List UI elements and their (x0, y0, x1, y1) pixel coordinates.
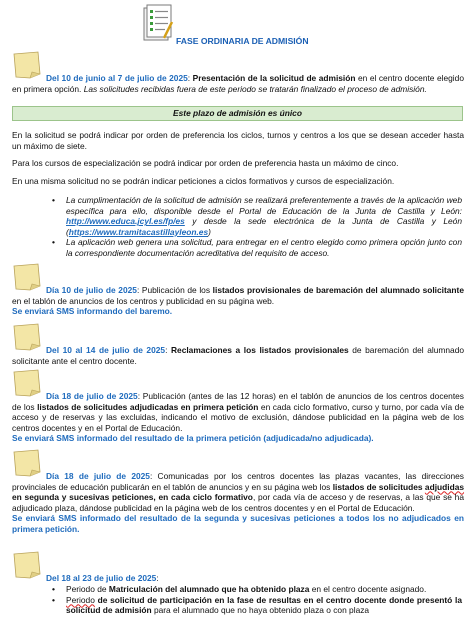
enrollment-list (66, 584, 462, 616)
list-item: • Periodo de solicitud de participación en la fase de resultas en el centro docente donde presentó la solicitud de admisión para el alumnado que no haya obtenido plaza o con plaza (66, 595, 462, 616)
tramita-sede-link[interactable]: https://www.tramitacastillayleon.es (68, 226, 209, 237)
single-period-banner: Este plazo de admisión es único (12, 106, 463, 121)
application-notes-list (66, 195, 462, 259)
list-item: • Periodo de Matriculación del alumnado que ha obtenido plaza en el centro docente asignado. (66, 584, 462, 595)
section-claims: Del 10 al 14 de julio de 2025: Reclamaciones a los listados provisionales de baremación del alumnado solicitante ante el centro docente. (12, 345, 465, 366)
mixed-requests-text: En una misma solicitud no se podrán indicar peticiones a ciclos formativos y cursos de especialización. (12, 176, 395, 186)
page-title: FASE ORDINARIA DE ADMISIÓN (176, 36, 309, 46)
section-provisional-lists: Día 10 de julio de 2025: Publicación de los listados provisionales de baremación del alumnado solicitante en el tablón de anuncios de los centros y publicidad en su página web. Se enviará SMS informando del baremo. (12, 285, 464, 317)
document-checklist-icon (142, 4, 174, 44)
section-enrollment: Del 18 al 23 de julio de 2025: (46, 573, 159, 583)
section-first-choice-lists: Día 18 de julio de 2025: Publicación (antes de las 12 horas) en el tablón de anuncios de los centros docentes de los listados de solicitudes adjudicadas en primera petición en cada ciclo formativo, curso y turno, por cada vía de acceso y de reservas y las excluidas, indicando el motivo de exclusión, dándose publicidad en la página web de los centros docentes y en el Portal de Educación. Se enviará SMS informado del resultado de la primera petición (adjudicada/no adjudicada). (12, 391, 464, 444)
educa-portal-link[interactable]: http://www.educa.jcyl.es/fp/es (66, 216, 185, 227)
list-item: • La aplicación web genera una solicitud, para entregar en el centro elegido como primera opción junto con la correspondiente documentación acreditativa del requisito de acceso. (66, 237, 462, 258)
list-item: • La cumplimentación de la solicitud de admisión se realizará preferentemente a través de la aplicación web específica para ello, disponible desde el Portal de Educación de la Junta de Castilla y León: http://www.educa.jcyl.es/fp/es y desde la sede electrónica de la Junta de Castilla y León (https://www.tramitacastillayleon.es) (66, 195, 462, 237)
section-application-period: Del 10 de junio al 7 de julio de 2025: Presentación de la solicitud de admisión en el centro docente elegido en primera opción. Las solicitudes recibidas fuera de este periodo se tratarán finalizado el proceso de admisión. (12, 73, 464, 94)
preference-limit-text: En la solicitud se podrá indicar por orden de preferencia los ciclos, turnos y centros a los que se desean acceder hasta un máximo de siete. (12, 130, 464, 151)
section-subsequent-lists: Día 18 de julio de 2025: Comunicadas por los centros docentes las plazas vacantes, las direcciones provinciales de educación publicarán en el tablón de anuncios y en su página web los listados de solicitudes adjudidas en segunda y sucesivas peticiones, en cada ciclo formativo, por cada vía de acceso y de reservas, a las que se ha adjudicado plaza, dándose publicidad en la página web de los centros docentes y en el Portal de Educación. Se enviará SMS informado del resultado de la segunda y sucesivas peticiones a todos los no adjudicados en primera petición. (12, 471, 465, 534)
specialization-limit-text: Para los cursos de especialización se podrá indicar por orden de preferencia hasta un máximo de cinco. (12, 158, 399, 168)
